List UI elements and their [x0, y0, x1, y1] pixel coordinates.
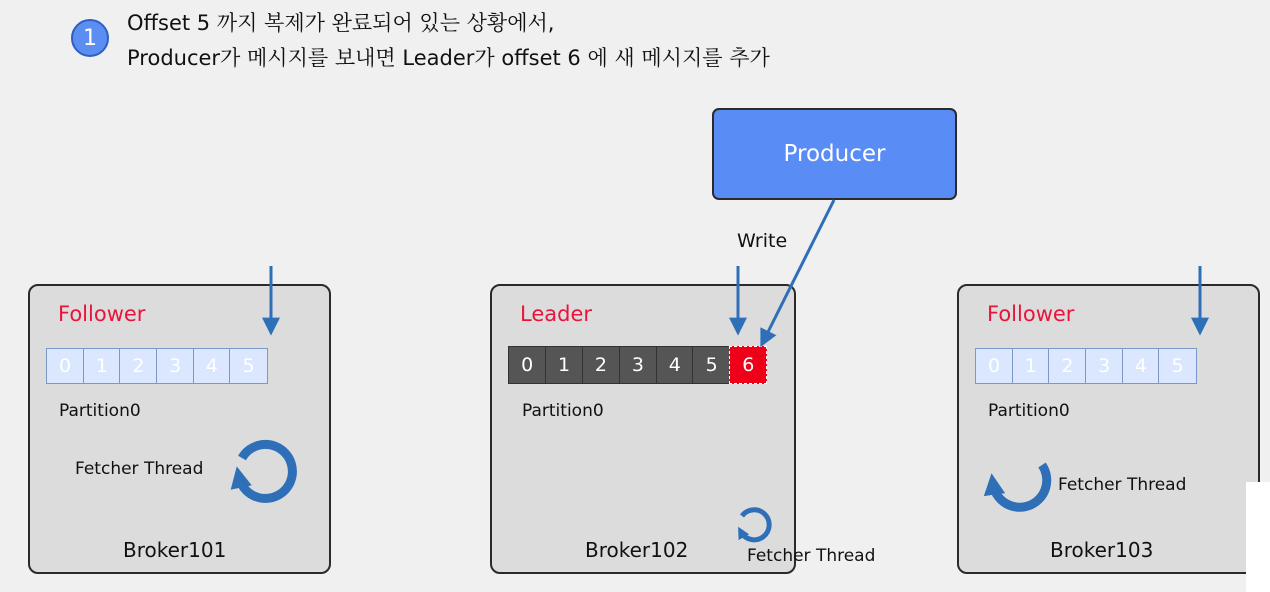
fetcher-thread-label: Fetcher Thread [75, 459, 204, 479]
fetcher-thread-icon-101 [239, 444, 292, 498]
offset-cell: 3 [619, 346, 657, 384]
offset-cell: 5 [1158, 348, 1196, 384]
broker-role: Leader [520, 302, 593, 326]
broker-name: Broker102 [585, 538, 689, 562]
offset-cell: 4 [1122, 348, 1160, 384]
offset-cell: 1 [83, 348, 121, 384]
partition-label: Partition0 [522, 401, 604, 421]
write-label: Write [737, 230, 788, 252]
write-arrow [762, 200, 834, 344]
fetcher-thread-label: Fetcher Thread [747, 546, 876, 566]
offset-cell: 5 [229, 348, 267, 384]
broker-role: Follower [987, 302, 1075, 326]
broker-name: Broker101 [123, 538, 227, 562]
offset-cell: 0 [46, 348, 84, 384]
offset-cell: 2 [582, 346, 620, 384]
partition-label: Partition0 [59, 401, 141, 421]
heading-line-1: Offset 5 까지 복제가 완료되어 있는 상황에서, [127, 11, 555, 35]
offset-cell: 0 [975, 348, 1013, 384]
producer-box: Producer [712, 108, 957, 200]
fetcher-thread-icon-103 [993, 465, 1047, 507]
offset-cell: 4 [193, 348, 231, 384]
heading-line-2: Producer가 메시지를 보내면 Leader가 offset 6 에 새 메시지를 추가 [127, 46, 770, 70]
step-badge: 1 [71, 19, 109, 57]
offset-cell: 3 [1085, 348, 1123, 384]
broker-role: Follower [58, 302, 146, 326]
broker-name: Broker103 [1050, 538, 1154, 562]
offset-cell: 4 [656, 346, 694, 384]
offset-cell: 1 [545, 346, 583, 384]
partition-label: Partition0 [988, 401, 1070, 421]
offset-cell: 2 [1048, 348, 1086, 384]
offset-cell: 5 [692, 346, 730, 384]
offset-cell: 2 [119, 348, 157, 384]
offset-cell: 1 [1012, 348, 1050, 384]
fetcher-thread-icon-102 [741, 510, 769, 540]
offset-cell: 0 [508, 346, 546, 384]
offset-cell: 3 [156, 348, 194, 384]
fetcher-thread-label: Fetcher Thread [1058, 475, 1187, 495]
new-offset-cell: 6 [729, 346, 767, 384]
